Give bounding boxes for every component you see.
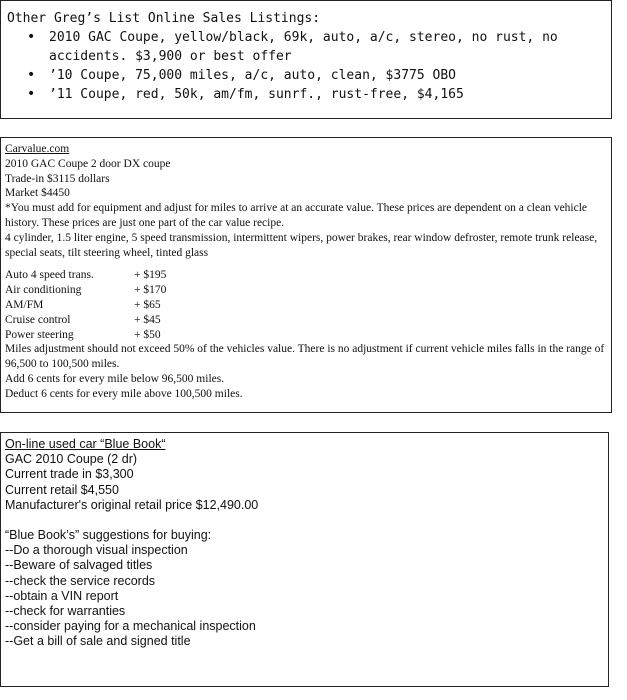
list-item: --obtain a VIN report xyxy=(5,588,119,603)
bluebook-trade-in: Current trade in $3,300 xyxy=(5,467,134,482)
carvalue-trade-in: Trade-in $3115 dollars xyxy=(5,172,110,185)
option-row xyxy=(5,283,607,298)
bluebook-original-price: Manufacturer's original retail price $12,490.00 xyxy=(5,497,259,512)
list-item: --Beware of salvaged titles xyxy=(5,558,153,573)
bluebook-tips-title: “Blue Book’s” suggestions for buying: xyxy=(5,528,212,543)
option-row xyxy=(5,268,607,283)
carvalue-disclaimer: *You must add for equipment and adjust for miles to arrive at an accurate value. These prices are dependent on a clean vehicle history. These prices are just one part of the car value recipe. xyxy=(5,202,588,229)
option-value: + $50 xyxy=(134,328,161,341)
carvalue-panel xyxy=(0,137,612,413)
carvalue-market: Market $4450 xyxy=(5,187,70,200)
carvalue-source-link[interactable]: Carvalue.com xyxy=(5,143,70,155)
list-item: --consider paying for a mechanical inspection xyxy=(5,619,256,634)
option-value: + $65 xyxy=(134,298,161,311)
list-item: --Get a bill of sale and signed title xyxy=(5,634,191,649)
miles-adjustment-note: Miles adjustment should not exceed 50% of the vehicles value. There is no adjustment if current vehicle miles falls in the range of 96,500 to 100,500 miles. xyxy=(5,343,605,371)
option-label: Cruise control xyxy=(5,313,71,326)
carvalue-equipment: 4 cylinder, 1.5 liter engine, 5 speed transmission, intermittent wipers, power brakes, rear window defroster, remote trunk release, special seats, tilt steering wheel, tinted glass xyxy=(5,231,598,259)
gregs-list-items xyxy=(7,28,605,104)
list-item: • 2010 GAC Coupe, yellow/black, 69k, auto, a/c, stereo, no rust, no accidents. $3,900 or best offer xyxy=(7,28,605,66)
list-item: • ’10 Coupe, 75,000 miles, a/c, auto, clean, $3775 OBO xyxy=(7,66,605,85)
option-value: + $45 xyxy=(134,313,161,326)
carvalue-model: 2010 GAC Coupe 2 door DX coupe xyxy=(5,157,171,170)
option-row xyxy=(5,298,607,313)
option-value: + $195 xyxy=(134,269,167,282)
list-item: • ’11 Coupe, red, 50k, am/fm, sunrf., rust-free, $4,165 xyxy=(7,85,605,104)
gregs-list-title: Other Greg’s List Online Sales Listings: xyxy=(7,11,321,26)
option-value: + $170 xyxy=(134,284,167,297)
option-row xyxy=(5,313,607,328)
option-label: AM/FM xyxy=(5,298,44,311)
bluebook-retail: Current retail $4,550 xyxy=(5,482,119,497)
list-item: --Do a thorough visual inspection xyxy=(5,543,188,558)
add-cents-note: Add 6 cents for every mile below 96,500 miles. xyxy=(5,372,225,385)
gregs-list-panel xyxy=(0,0,612,119)
deduct-cents-note: Deduct 6 cents for every mile above 100,500 miles. xyxy=(5,387,243,400)
bluebook-model: GAC 2010 Coupe (2 dr) xyxy=(5,452,138,467)
bluebook-source-link[interactable]: On-line used car “Blue Book“ xyxy=(5,437,166,451)
option-label: Auto 4 speed trans. xyxy=(5,269,94,282)
list-item: --check the service records xyxy=(5,573,156,588)
option-label: Power steering xyxy=(5,328,74,341)
list-item: --check for warranties xyxy=(5,604,126,619)
option-label: Air conditioning xyxy=(5,284,82,297)
option-row xyxy=(5,328,607,343)
bluebook-panel xyxy=(0,432,609,687)
